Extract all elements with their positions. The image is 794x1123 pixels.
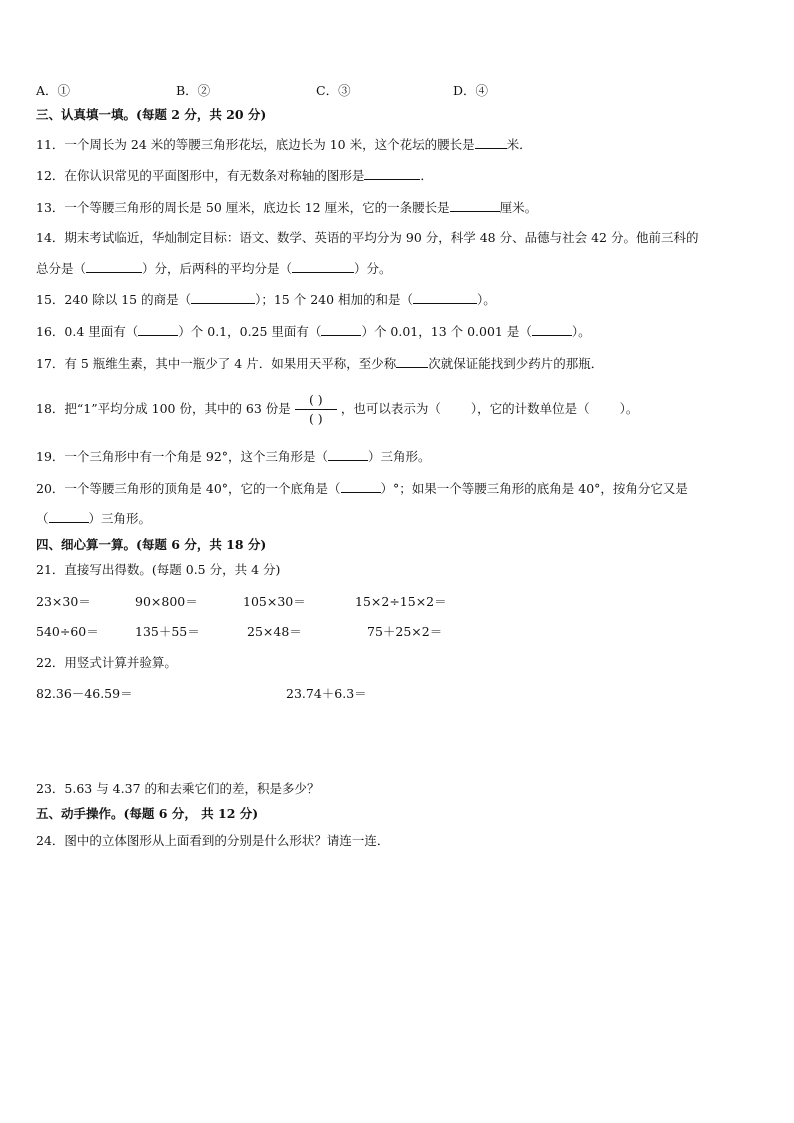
calc-item: 90×800＝ xyxy=(135,594,198,609)
question-18-part-a: 18．把“1”平均分成 100 份，其中的 63 份是 xyxy=(36,401,291,416)
answer-blank-20a[interactable] xyxy=(341,479,381,493)
question-12-end: ． xyxy=(420,168,433,183)
question-11 xyxy=(36,135,532,154)
question-24-text: 24．图中的立体图形从上面看到的分别是什么形状？请连一连． xyxy=(36,833,390,848)
answer-blank-15b[interactable] xyxy=(413,290,477,304)
question-15-part-c: ）。 xyxy=(477,292,496,307)
question-16-part-c: ）个 0.01，13 个 0.001 是（ xyxy=(361,324,532,339)
calc-item: 23×30＝ xyxy=(36,594,91,609)
option-b[interactable]: B．② xyxy=(176,83,211,98)
question-16-part-a: 16．0.4 里面有（ xyxy=(36,324,139,339)
fraction-denominator[interactable]: ( ) xyxy=(308,411,323,426)
calc-item: 105×30＝ xyxy=(243,594,306,609)
question-11-unit: 米． xyxy=(506,137,532,152)
answer-blank-14a[interactable] xyxy=(86,259,142,273)
calc-item: 15×2÷15×2＝ xyxy=(355,594,447,609)
calc-item: 540÷60＝ xyxy=(36,624,99,639)
option-d[interactable]: D．④ xyxy=(453,83,489,98)
answer-blank-13[interactable] xyxy=(450,198,500,212)
fraction-bar xyxy=(295,409,337,410)
question-18-part-c: ），它的计数单位是（ xyxy=(470,401,590,416)
question-17-part-a: 17．有 5 瓶维生素，其中一瓶少了 4 片．如果用天平称，至少称 xyxy=(36,356,397,371)
question-13-unit: 厘米。 xyxy=(499,200,538,215)
calc-item: 135＋55＝ xyxy=(135,624,200,639)
question-21-text: 21．直接写出得数。(每题 0.5 分，共 4 分) xyxy=(36,562,281,577)
answer-blank-16c[interactable] xyxy=(532,322,572,336)
answer-blank-20b[interactable] xyxy=(49,509,89,523)
question-23-text: 23．5.63 与 4.37 的和去乘它们的差，积是多少？ xyxy=(36,781,320,796)
question-15-part-b: ）；15 个 240 相加的和是（ xyxy=(255,292,414,307)
question-18-part-d: ）。 xyxy=(619,401,639,416)
fraction-numerator[interactable]: ( ) xyxy=(308,392,323,407)
question-14-line-2 xyxy=(36,259,392,278)
answer-blank-14b[interactable] xyxy=(292,259,354,273)
answer-blank-15a[interactable] xyxy=(191,290,255,304)
calc-item: 75＋25×2＝ xyxy=(367,624,443,639)
question-20-part-a: 20．一个等腰三角形的顶角是 40°，它的一个底角是（ xyxy=(36,481,341,496)
question-15 xyxy=(36,290,496,309)
answer-blank-16a[interactable] xyxy=(138,322,178,336)
answer-blank-11[interactable] xyxy=(475,135,507,149)
question-13 xyxy=(36,198,537,217)
question-11-text: 11．一个周长为 24 米的等腰三角形花坛，底边长为 10 米，这个花坛的腰长是 xyxy=(36,137,475,152)
question-14-part-a: 总分是（ xyxy=(36,261,87,276)
question-18 xyxy=(36,384,638,434)
question-20-part-b: ）°；如果一个等腰三角形的底角是 40°，按角分它又是 xyxy=(380,481,688,496)
fraction-blank[interactable] xyxy=(295,392,337,427)
question-22-text: 22．用竖式计算并验算。 xyxy=(36,655,177,670)
question-19 xyxy=(36,447,431,466)
question-17 xyxy=(36,354,603,373)
question-20-line-2 xyxy=(36,509,151,528)
question-20-part-c: （ xyxy=(36,511,49,526)
question-15-part-a: 15．240 除以 15 的商是（ xyxy=(36,292,192,307)
question-19-part-b: ）三角形。 xyxy=(368,449,431,464)
question-16-part-b: ）个 0.1，0.25 里面有（ xyxy=(178,324,322,339)
calc-item: 25×48＝ xyxy=(247,624,302,639)
section-5-title: 五、动手操作。(每题 6 分， 共 12 分) xyxy=(36,806,259,821)
question-19-part-a: 19．一个三角形中有一个角是 92°，这个三角形是（ xyxy=(36,449,329,464)
question-16-part-d: ）。 xyxy=(571,324,591,339)
vertical-calc-item: 23.74＋6.3＝ xyxy=(286,686,367,701)
answer-blank-12[interactable] xyxy=(364,166,420,180)
question-14-part-c: ）分。 xyxy=(354,261,392,276)
question-12 xyxy=(36,166,433,185)
option-a[interactable]: A．① xyxy=(36,83,71,98)
answer-blank-19[interactable] xyxy=(328,447,368,461)
option-c[interactable]: C．③ xyxy=(316,83,351,98)
section-4-title: 四、细心算一算。(每题 6 分，共 18 分) xyxy=(36,537,267,552)
question-20-line-1 xyxy=(36,479,688,498)
question-17-part-b: 次就保证能找到少药片的那瓶． xyxy=(428,356,604,371)
question-18-part-b: ，也可以表示为（ xyxy=(340,401,441,416)
question-20-part-d: ）三角形。 xyxy=(88,511,152,526)
vertical-calc-item: 82.36－46.59＝ xyxy=(36,686,133,701)
answer-blank-16b[interactable] xyxy=(321,322,361,336)
answer-blank-17[interactable] xyxy=(396,354,428,368)
question-16 xyxy=(36,322,591,341)
question-12-text: 12．在你认识常见的平面图形中，有无数条对称轴的图形是 xyxy=(36,168,365,183)
question-14-line-1: 14．期末考试临近，华灿制定目标：语文、数学、英语的平均分为 90 分，科学 48 分、品德与社会 42 分。他前三科的 xyxy=(36,230,699,245)
section-3-title: 三、认真填一填。(每题 2 分，共 20 分) xyxy=(36,107,267,122)
question-14-part-b: ）分，后两科的平均分是（ xyxy=(142,261,293,276)
question-13-text: 13．一个等腰三角形的周长是 50 厘米，底边长 12 厘米，它的一条腰长是 xyxy=(36,200,450,215)
